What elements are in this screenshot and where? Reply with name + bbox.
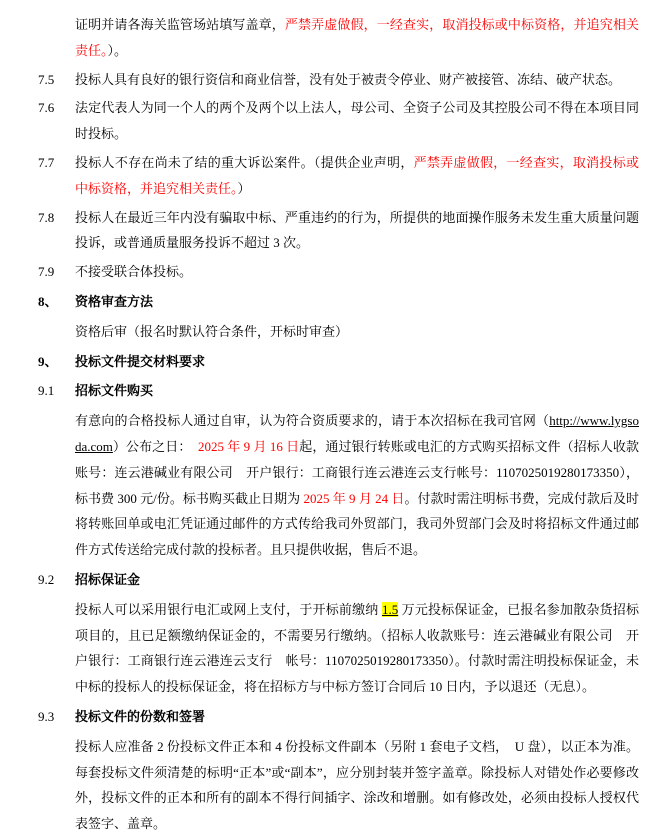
section-number: 9.3	[38, 708, 55, 724]
heading-text	[75, 704, 639, 730]
text-run: 证明并请各海关监管场站填写盖章，	[75, 17, 285, 32]
paragraph	[38, 95, 639, 147]
text-run: 投标文件提交材料要求	[75, 353, 206, 369]
text-run: 投标文件的份数和签署	[75, 708, 206, 724]
section-heading	[38, 378, 639, 404]
paragraph-text	[75, 95, 639, 147]
text-run: 起，通过银行转账或电汇的方式购买招标文件（招标人收款账号：连云港碱业有限公司 开户银行：工商银行连云港连云支行帐号：1107025019280173350），标书费 300 元/份。标书购买截止日期为	[75, 438, 639, 506]
section-heading	[38, 567, 639, 593]
section-number: 7.7	[38, 154, 55, 170]
paragraph	[38, 734, 639, 837]
section-number	[38, 12, 75, 64]
paragraph	[38, 67, 639, 93]
text-run: 招标保证金	[75, 571, 141, 587]
text-run: ）。	[107, 42, 128, 58]
paragraph-text	[75, 12, 639, 64]
section-heading	[38, 704, 639, 730]
paragraph-text	[75, 67, 639, 93]
paragraph-text	[75, 259, 639, 285]
text-run: 万元投标保证金，已报名参加散杂货招标项目的，且已足额缴纳保证金的，不需要另行缴纳。（招标人收款账号：连云港碱业有限公司 开户银行：工商银行连云港连云支行 帐号：1107025019280173350）。付款时需注明投标保证金，未中标的投标人的投标保证金，将在招标方与中标方签订合同后 10 日内，予以退还（无息）。	[75, 601, 639, 695]
text-run: ）	[237, 180, 251, 196]
section-number	[38, 319, 75, 345]
section-number	[38, 408, 75, 563]
text-run: 投标人可以采用银行电汇或网上支付，于开标前缴纳	[75, 601, 382, 617]
section-number	[38, 734, 75, 837]
section-number: 7.5	[38, 71, 55, 87]
text-run: 。付款时需注明标书费，完成付款后及时将转账回单或电汇凭证通过邮件的方式传给我司外贸部门，我司外贸部门会及时将招标文件通过邮件方式传送给完成付款的投标者。且只提供收据，售后不退。	[75, 490, 639, 558]
section-number	[38, 597, 75, 700]
red-text-run: 2025 年 9 月 24 日	[303, 490, 405, 506]
paragraph-text	[75, 597, 639, 700]
text-run: 资格审查方法	[75, 293, 154, 309]
paragraph	[38, 408, 639, 563]
text-run: 招标文件购买	[75, 383, 154, 399]
heading-text	[75, 567, 639, 593]
paragraph-text	[75, 408, 639, 563]
section-number: 7.8	[38, 209, 55, 225]
section-number: 9.1	[38, 383, 55, 399]
text-run: 投标人不存在尚未了结的重大诉讼案件。（提供企业声明，	[75, 154, 414, 170]
heading-text	[75, 289, 639, 315]
red-text-run: 2025 年 9 月 16 日	[197, 438, 300, 454]
text-run: 资格后审（报名时默认符合条件，开标时审查）	[75, 323, 349, 339]
paragraph	[38, 12, 639, 64]
text-run: 不接受联合体投标。	[75, 264, 193, 280]
paragraph	[38, 597, 639, 700]
highlighted-text: 1.5	[381, 601, 399, 617]
paragraph-text	[75, 319, 639, 345]
url-text: http://www.lygsoda.com	[75, 413, 639, 454]
section-number: 9、	[38, 353, 58, 369]
text-run: ）公布之日：	[112, 438, 198, 454]
paragraph-text	[75, 734, 639, 837]
section-number: 9.2	[38, 571, 55, 587]
section-number: 8、	[38, 293, 58, 309]
paragraph	[38, 319, 639, 345]
heading-text	[75, 349, 639, 375]
section-heading	[38, 289, 639, 315]
red-text-run: 严禁弄虚做假，一经查实，取消投标或中标资格，并追究相关责任。	[75, 154, 639, 196]
paragraph-text	[75, 150, 639, 202]
paragraph-text	[75, 205, 639, 257]
section-heading	[38, 349, 639, 375]
paragraph	[38, 259, 639, 285]
section-number: 7.6	[38, 100, 55, 116]
text-run: 法定代表人为同一个人的两个及两个以上法人，母公司、全资子公司及其控股公司不得在本项目同时投标。	[75, 100, 639, 142]
section-number: 7.9	[38, 264, 55, 280]
paragraph	[38, 205, 639, 257]
text-run: 投标人在最近三年内没有骗取中标、严重违约的行为，所提供的地面操作服务未发生重大质量问题投诉，或普通质量服务投诉不超过 3 次。	[75, 209, 639, 251]
red-text-run: 严禁弄虚做假，一经查实，取消投标或中标资格，并追究相关责任。	[75, 17, 639, 58]
text-run: 投标人具有良好的银行资信和商业信誉，没有处于被责令停业、财产被接管、冻结、破产状态。	[75, 71, 622, 87]
text-run: 有意向的合格投标人通过自审，认为符合资质要求的，请于本次招标在我司官网（	[75, 413, 550, 429]
text-run: 投标人应准备 2 份投标文件正本和 4 份投标文件副本（另附 1 套电子文档， U 盘），以正本为准。每套投标文件须清楚的标明“正本”或“副本”，应分别封装并签字盖章。除投标人对错处作必要修改外，投标文件的正本和所有的副本不得行间插字、涂改和增删。如有修改处，必须由投标人授权代表签字、盖章。	[75, 738, 639, 832]
heading-text	[75, 378, 639, 404]
paragraph	[38, 150, 639, 202]
